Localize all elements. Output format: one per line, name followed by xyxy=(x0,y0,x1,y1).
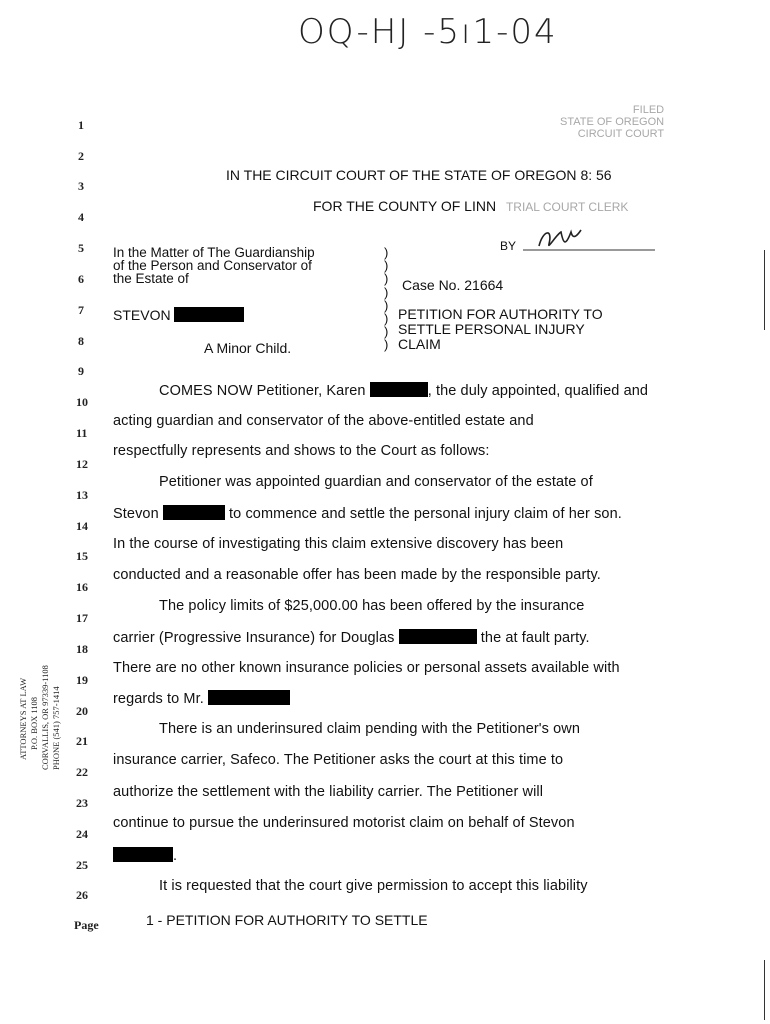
court-heading-line-1 xyxy=(226,167,612,183)
page-label: Page xyxy=(74,918,99,932)
petition-title-line-3: CLAIM xyxy=(398,336,441,352)
sidebar-firm: ATTORNEYS AT LAW xyxy=(18,677,28,760)
line-number: 9 xyxy=(78,364,84,378)
sidebar-box: P.O. BOX 1108 xyxy=(29,696,39,750)
body-text: COMES NOW Petitioner, Karen xyxy=(159,383,366,399)
caption-matter-line-1: In the Matter of The Guardianship xyxy=(113,245,315,260)
body-line-21: insurance carrier, Safeco. The Petitioner asks the court at this time to xyxy=(113,752,564,768)
body-text: regards to Mr. xyxy=(113,691,204,707)
body-line-25: It is requested that the court give permission to accept this liability xyxy=(159,878,588,894)
stamp-clerk: TRIAL COURT CLERK xyxy=(505,200,629,214)
petition-title-line-2: SETTLE PERSONAL INJURY xyxy=(398,321,585,337)
body-line-16: The policy limits of $25,000.00 has been offered by the insurance xyxy=(159,598,585,614)
body-text: , the duly appointed, qualified and xyxy=(427,383,649,399)
redaction-bar xyxy=(174,307,244,322)
line-number: 5 xyxy=(78,241,84,255)
line-number: 14 xyxy=(76,519,88,533)
body-line-9 xyxy=(159,382,648,399)
body-line-13 xyxy=(113,505,622,522)
caption-matter-line-3: the Estate of xyxy=(113,271,189,286)
stamp-line-1: FILED xyxy=(632,104,665,116)
redaction-bar xyxy=(163,505,225,520)
line-number: 25 xyxy=(76,858,88,872)
stamp-by: BY xyxy=(500,239,516,253)
line-number: 4 xyxy=(78,210,84,224)
handwritten-case-number: OQ-HJ -5ı1-04 xyxy=(298,12,558,52)
line-number: 8 xyxy=(78,334,84,348)
line-number: 18 xyxy=(76,642,88,656)
redaction-bar xyxy=(399,629,477,644)
stamp-time: 8: 56 xyxy=(580,167,612,183)
county-name: FOR THE COUNTY OF LINN xyxy=(313,198,497,214)
body-text: carrier (Progressive Insurance) for Douglas xyxy=(113,630,395,646)
body-line-11: respectfully represents and shows to the Court as follows: xyxy=(113,443,490,459)
caption-matter xyxy=(113,246,315,285)
scan-edge-mark xyxy=(764,960,765,1020)
line-number: 21 xyxy=(76,734,88,748)
body-line-20: There is an underinsured claim pending with the Petitioner's own xyxy=(159,721,581,737)
redaction-bar xyxy=(370,382,428,397)
body-line-10: acting guardian and conservator of the above-entitled estate and xyxy=(113,413,534,429)
caption-name: STEVON xyxy=(113,307,171,323)
line-number: 13 xyxy=(76,488,88,502)
body-line-17 xyxy=(113,629,590,646)
filed-stamp xyxy=(560,104,664,140)
line-number: 11 xyxy=(76,426,88,440)
body-text: the at fault party. xyxy=(480,630,590,646)
court-name: IN THE CIRCUIT COURT OF THE STATE OF OREGON xyxy=(226,167,577,183)
court-heading-line-2 xyxy=(313,198,628,214)
line-number: 23 xyxy=(76,796,88,810)
body-line-22: authorize the settlement with the liability carrier. The Petitioner will xyxy=(113,784,544,800)
redaction-bar xyxy=(208,690,290,705)
body-text: to commence and settle the personal injury claim of her son. xyxy=(229,506,622,522)
line-number: 6 xyxy=(78,272,84,286)
caption-matter-line-2: of the Person and Conservator of xyxy=(113,258,312,273)
page-footer: 1 - PETITION FOR AUTHORITY TO SETTLE xyxy=(146,912,428,928)
line-number: 7 xyxy=(78,303,84,317)
line-number: 16 xyxy=(76,580,88,594)
caption-divider: ) ) ) ) ) ) ) ) xyxy=(384,245,389,353)
line-number: 20 xyxy=(76,704,88,718)
line-number: 26 xyxy=(76,888,88,902)
line-number: 17 xyxy=(76,611,88,625)
stamp-line-3: CIRCUIT COURT xyxy=(577,128,665,140)
body-line-24: . xyxy=(113,847,177,864)
body-line-23: continue to pursue the underinsured motorist claim on behalf of Stevon xyxy=(113,815,575,831)
line-number: 3 xyxy=(78,179,84,193)
scan-edge-mark xyxy=(764,250,765,330)
petition-title-line-1: PETITION FOR AUTHORITY TO xyxy=(398,306,603,322)
line-number: 15 xyxy=(76,549,88,563)
line-number: 12 xyxy=(76,457,88,471)
line-number: 22 xyxy=(76,765,88,779)
caption-minor: A Minor Child. xyxy=(204,340,292,356)
petition-title xyxy=(398,307,603,352)
body-line-14: In the course of investigating this claim extensive discovery has been xyxy=(113,536,564,552)
body-text: Stevon xyxy=(113,506,159,522)
body-line-18: There are no other known insurance policies or personal assets available with xyxy=(113,660,620,676)
stamp-line-2: STATE OF OREGON xyxy=(560,116,665,128)
sidebar-phone: PHONE (541) 757-1414 xyxy=(51,686,61,770)
body-line-15: conducted and a reasonable offer has been made by the responsible party. xyxy=(113,567,601,583)
case-number: Case No. 21664 xyxy=(402,277,504,293)
caption-child-name xyxy=(113,307,244,323)
redaction-bar xyxy=(113,847,173,862)
line-number: 10 xyxy=(76,395,88,409)
line-number: 1 xyxy=(78,118,84,132)
sidebar-city: CORVALLIS, OR 97339-1108 xyxy=(40,665,50,770)
line-number: 2 xyxy=(78,149,84,163)
body-line-19 xyxy=(113,690,290,707)
line-number: 19 xyxy=(76,673,88,687)
stamp-by-line xyxy=(500,226,659,257)
line-number: 24 xyxy=(76,827,88,841)
clerk-signature-icon xyxy=(519,226,659,257)
body-line-12: Petitioner was appointed guardian and conservator of the estate of xyxy=(159,474,593,490)
